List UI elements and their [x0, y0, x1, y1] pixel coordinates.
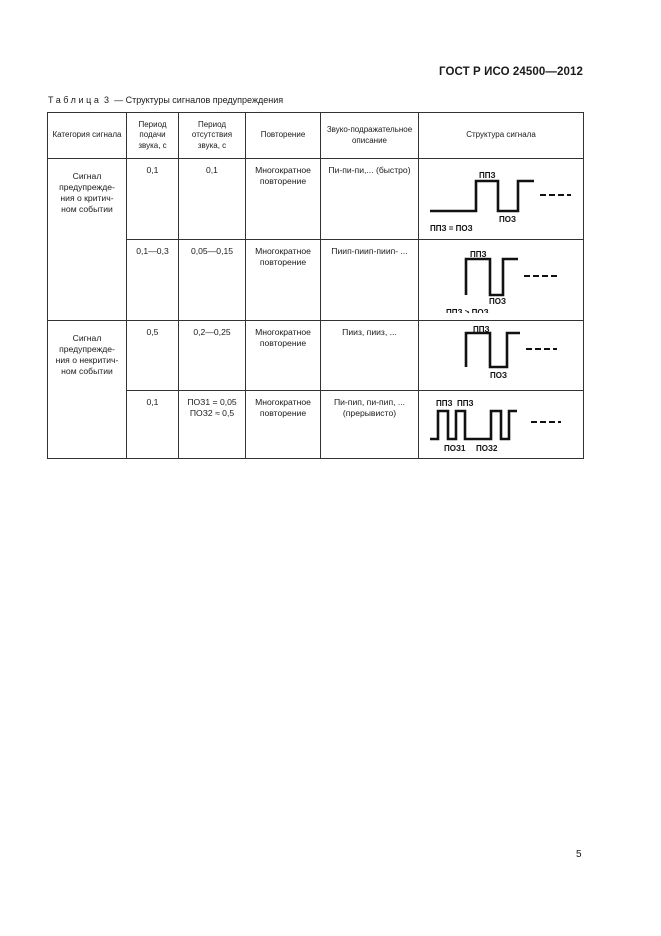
onomatopoeia-cell: Пиип-пиип-пиип- ...	[321, 240, 419, 321]
off-period-line: ПОЗ2 ≈ 0,5	[189, 408, 235, 418]
on-period-cell: 0,1—0,3	[127, 240, 179, 321]
label-relation: ППЗ = ПОЗ	[430, 223, 473, 231]
signal-structure-table	[47, 112, 584, 459]
caption-title: — Структуры сигналов предупреждения	[114, 95, 284, 105]
off-period-cell: 0,05—0,15	[179, 240, 246, 321]
label-off: ПОЗ	[489, 296, 506, 306]
table-header-row	[48, 113, 584, 159]
column-header-onomatopoeia: Звуко-подражательное описание	[321, 113, 419, 159]
category-line: ния о критич-	[60, 193, 114, 203]
category-line: ном событии	[61, 204, 113, 214]
signal-waveform-intermittent	[421, 393, 581, 453]
label-off-1: ПОЗ1	[444, 444, 466, 453]
onomatopoeia-cell: Пи-пи-пи,... (быстро)	[321, 159, 419, 240]
category-line: Сигнал	[72, 171, 102, 181]
category-line: ном событии	[61, 366, 113, 376]
repetition-cell: Многократное повторение	[246, 159, 321, 240]
category-line: Сигнал	[72, 333, 102, 343]
label-off: ПОЗ	[490, 371, 507, 380]
column-header-structure: Структура сигнала	[419, 113, 584, 159]
table-row	[48, 159, 584, 240]
signal-waveform-fast	[421, 165, 581, 231]
category-noncritical	[48, 321, 127, 459]
off-period-line: ПОЗ1 = 0,05	[187, 397, 237, 407]
column-header-on-period: Период подачи звука, с	[127, 113, 179, 159]
label-off: ПОЗ	[499, 214, 516, 224]
repetition-cell: Многократное повторение	[246, 391, 321, 459]
category-critical	[48, 159, 127, 321]
onomatopoeia-cell: Пииз, пииз, ...	[321, 321, 419, 391]
table-row	[48, 321, 584, 391]
document-code: ГОСТ Р ИСО 24500—2012	[438, 66, 583, 78]
signal-waveform-slow	[421, 323, 581, 385]
repetition-cell: Многократное повторение	[246, 321, 321, 391]
off-period-cell: 0,2—0,25	[179, 321, 246, 391]
onomatopoeia-cell: Пи-пип, пи-пип, ... (прерывисто)	[321, 391, 419, 459]
label-on: ППЗ	[473, 325, 490, 334]
column-header-category: Категория сигнала	[48, 113, 127, 159]
page-number: 5	[576, 849, 582, 860]
caption-number: 3	[104, 95, 112, 105]
on-period-cell: 0,1	[127, 159, 179, 240]
off-period-cell: 0,1	[179, 159, 246, 240]
label-on-2: ППЗ	[457, 399, 474, 408]
caption-label: Таблица	[48, 95, 102, 105]
on-period-cell: 0,5	[127, 321, 179, 391]
category-line: предупрежде-	[59, 344, 115, 354]
signal-structure-cell	[419, 240, 584, 321]
signal-waveform-long	[421, 245, 581, 313]
table-row	[48, 240, 584, 321]
column-header-off-period: Период отсутствия звука, с	[179, 113, 246, 159]
label-on-1: ППЗ	[436, 399, 453, 408]
signal-structure-cell	[419, 321, 584, 391]
label-relation: ППЗ > ПОЗ	[446, 307, 489, 313]
repetition-cell: Многократное повторение	[246, 240, 321, 321]
on-period-cell: 0,1	[127, 391, 179, 459]
category-line: ния о некритич-	[55, 355, 119, 365]
label-off-2: ПОЗ2	[476, 444, 498, 453]
label-on: ППЗ	[470, 249, 487, 259]
signal-structure-cell	[419, 159, 584, 240]
off-period-cell	[179, 391, 246, 459]
category-line: предупрежде-	[59, 182, 115, 192]
column-header-repetition: Повторение	[246, 113, 321, 159]
table-caption	[48, 95, 283, 105]
label-on: ППЗ	[479, 170, 496, 180]
signal-structure-cell	[419, 391, 584, 459]
table-row	[48, 391, 584, 459]
